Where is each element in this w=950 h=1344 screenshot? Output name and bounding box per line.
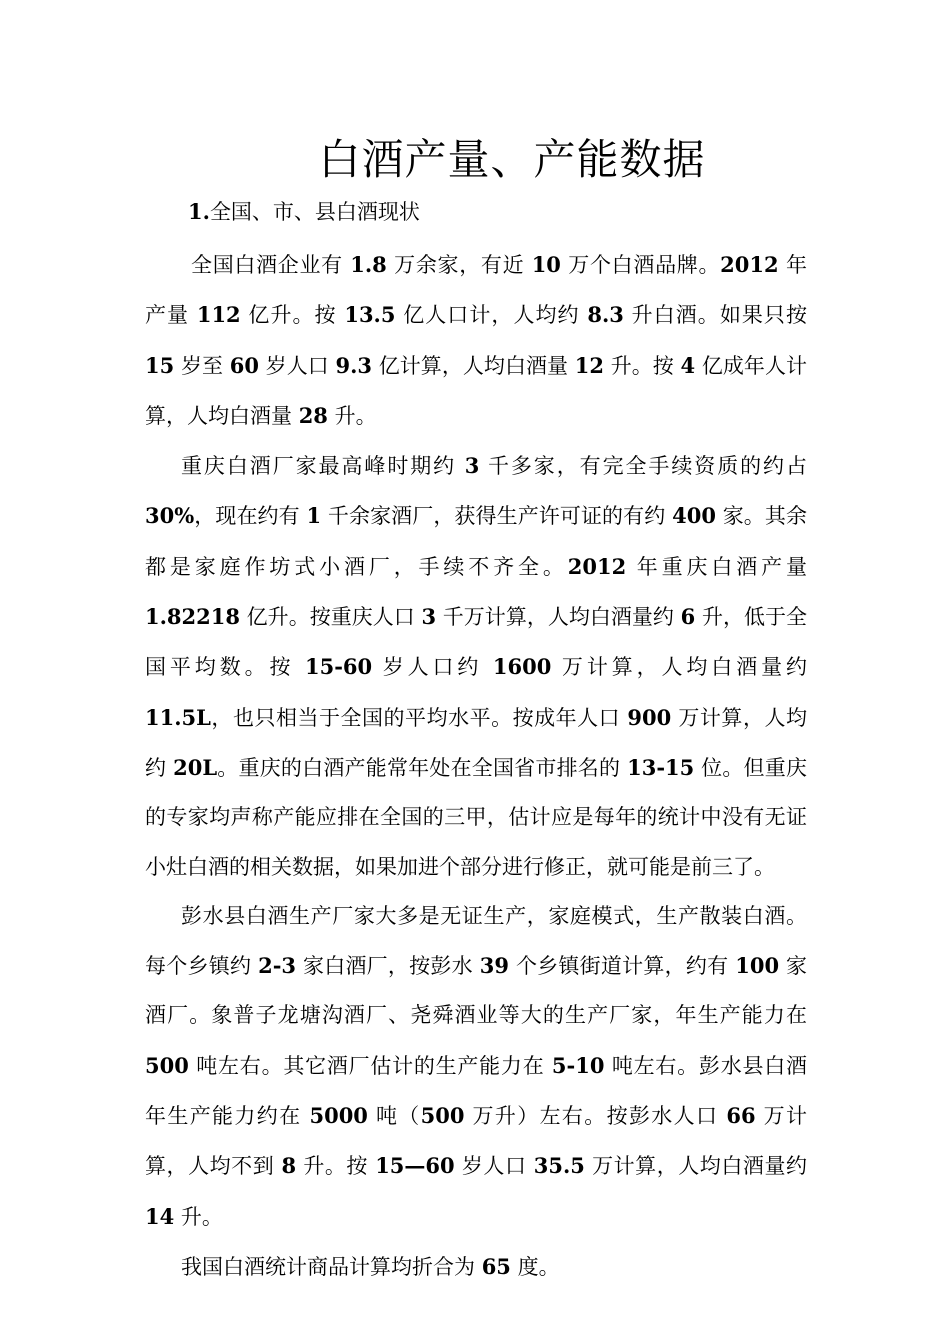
paragraph-note (145, 1242, 807, 1292)
document-title (145, 128, 805, 192)
text-run: 万计算，人均不到 (145, 1104, 807, 1179)
bold-figure: 4 (680, 352, 696, 378)
bold-figure: 15-60 (304, 654, 373, 680)
text-run: 千万计算，人均白酒量约 (436, 605, 681, 630)
text-run: 彭水县白酒生产厂家大多是无证生产，家庭模式，生产散装白酒。每个乡镇约 (145, 903, 807, 979)
bold-figure: 1.8 (350, 252, 387, 277)
text-run: 升。按 (603, 353, 681, 378)
text-run: 家。其余都是家庭作坊式小酒厂，手续不齐全。 (145, 504, 807, 579)
bold-figure: 900 (627, 704, 672, 730)
text-run: 家白酒厂，按彭水 (296, 954, 480, 979)
bold-figure: 12 (574, 352, 604, 378)
paragraph-chongqing (145, 441, 807, 892)
document-title-text: 白酒产量、产能数据 (318, 135, 706, 185)
bold-figure: 28 (298, 402, 328, 428)
bold-figure: 1600 (492, 654, 552, 680)
paragraph-national (145, 240, 807, 441)
bold-figure: 60 (229, 352, 259, 378)
text-run: 万计算，人均白酒量约 (584, 1154, 807, 1179)
bold-figure: 500 (145, 1052, 189, 1078)
bold-figure: 112 (196, 302, 241, 328)
bold-figure: 8.3 (587, 302, 624, 328)
bold-figure: 2012 (720, 252, 779, 277)
text-run: 亿升。按 (240, 303, 345, 328)
text-run: 千多家，有完全手续资质的约占 (479, 454, 807, 479)
text-run: 万个白酒品牌。 (560, 253, 721, 277)
text-run: 岁人口约 (372, 655, 493, 680)
text-run: 年重庆白酒产量 (626, 554, 807, 579)
bold-figure: 5000 (309, 1103, 368, 1129)
text-run: 万计算，人均约 (145, 705, 807, 780)
text-run: 万余家，有近 (386, 253, 532, 277)
text-run: 亿成年人计算，人均白酒量 (145, 353, 807, 428)
text-run: 全国白酒企业有 (191, 253, 351, 277)
text-run: 亿计算，人均白酒量 (372, 353, 575, 378)
bold-figure: 15—60 (375, 1153, 455, 1179)
paragraph-pengshui (145, 892, 807, 1242)
bold-figure: 13.5 (344, 302, 396, 328)
text-run: 度。 (510, 1254, 560, 1279)
text-run: 升。按 (296, 1154, 376, 1179)
text-run: 岁至 (174, 353, 230, 378)
bold-figure: 2-3 (258, 953, 297, 979)
text-run: 亿升。按重庆人口 (239, 605, 422, 630)
bold-figure: 11.5L (145, 704, 211, 730)
bold-figure: 30% (145, 503, 195, 529)
text-run: ，也只相当于全国的平均水平。按成年人口 (210, 705, 628, 730)
text-run: 升白酒。如果只按 (623, 303, 807, 328)
bold-figure: 15 (145, 352, 175, 378)
text-run: 岁人口 (454, 1154, 534, 1179)
text-run: 我国白酒统计商品计算均折合为 (181, 1254, 482, 1279)
text-run: 升，低于全国平均数。按 (145, 605, 807, 680)
text-run: 位。但重庆的专家均声称产能应排在全国的三甲，估计应是每年的统计中没有无证小灶白酒的相关数据，如果加进个部分进行修正，就可能是前三了。 (145, 755, 807, 879)
bold-figure: 8 (281, 1153, 297, 1179)
text-run: ，现在约有 (194, 504, 307, 529)
section-heading-number: 1. (188, 199, 210, 224)
bold-figure: 35.5 (533, 1153, 585, 1179)
text-run: 个乡镇街道计算，约有 (509, 954, 736, 979)
bold-figure: 9.3 (335, 352, 373, 378)
bold-figure: 10 (531, 252, 561, 277)
bold-figure: 14 (145, 1203, 175, 1229)
bold-figure: 20L (173, 754, 218, 780)
bold-figure: 100 (735, 953, 780, 979)
text-run: 吨左右。彭水县白酒年生产能力约在 (145, 1053, 807, 1129)
text-run: 万计算，人均白酒量约 (551, 655, 807, 680)
bold-figure: 1.82218 (145, 604, 240, 630)
bold-figure: 5-10 (551, 1052, 605, 1078)
text-run: 升。 (327, 403, 377, 428)
text-run: 年产量 (145, 253, 807, 328)
bold-figure: 500 (420, 1103, 465, 1129)
bold-figure: 6 (680, 604, 696, 630)
bold-figure: 3 (421, 604, 437, 630)
bold-figure: 66 (726, 1103, 756, 1129)
bold-figure: 13-15 (627, 754, 695, 780)
bold-figure: 65 (481, 1253, 511, 1279)
text-run: 万升）左右。按彭水人口 (464, 1104, 727, 1129)
text-run: 重庆白酒厂家最高峰时期约 (181, 454, 465, 479)
text-run: 吨左右。其它酒厂估计的生产能力在 (188, 1053, 552, 1078)
bold-figure: 39 (479, 953, 510, 979)
bold-figure: 2012 (567, 553, 627, 579)
text-run: 家酒厂。象普子龙塘沟酒厂、尧舜酒业等大的生产厂家，年生产能力在 (145, 954, 807, 1028)
section-heading (188, 192, 420, 232)
text-run: 亿人口计，人均约 (395, 303, 588, 328)
text-run: 千余家酒厂，获得生产许可证的有约 (321, 504, 673, 529)
bold-figure: 400 (672, 503, 716, 529)
document-body (145, 240, 807, 1292)
text-run: 升。 (174, 1204, 223, 1229)
text-run: 吨（ (367, 1104, 421, 1129)
text-run: 。重庆的白酒产能常年处在全国省市排名的 (217, 755, 628, 780)
bold-figure: 3 (464, 453, 480, 479)
text-run: 岁人口 (258, 353, 336, 378)
bold-figure: 1 (306, 503, 322, 529)
section-heading-text: 全国、市、县白酒现状 (209, 200, 420, 224)
